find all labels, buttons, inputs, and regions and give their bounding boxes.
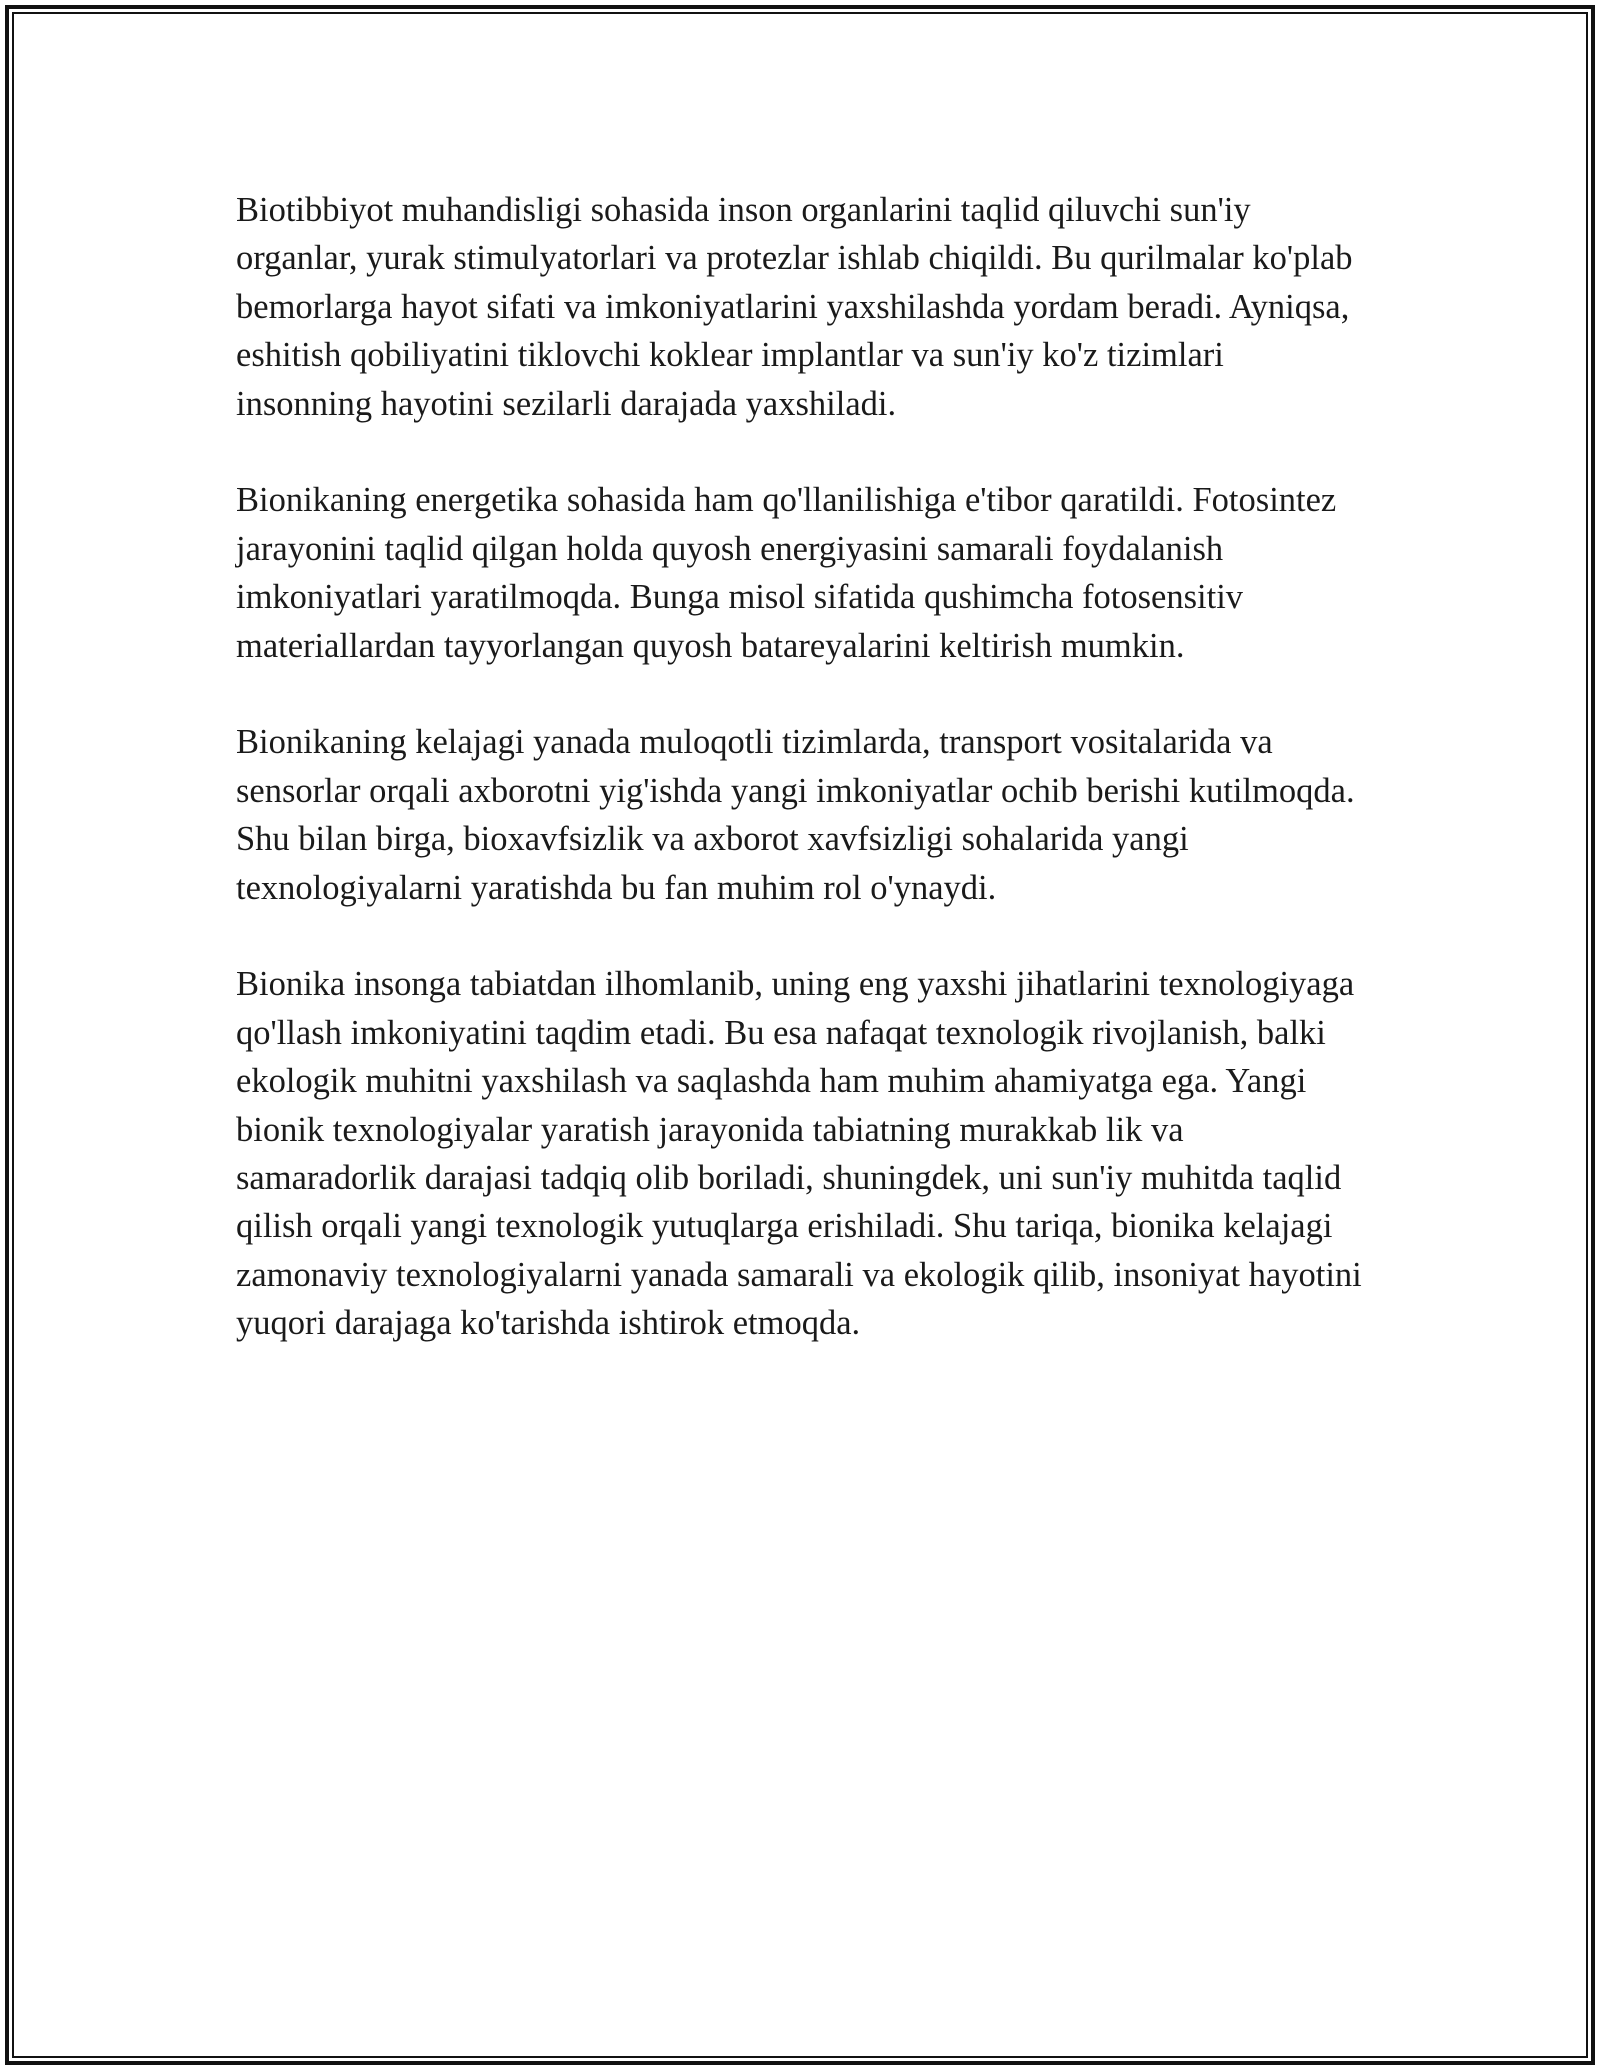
paragraph-4: Bionika insonga tabiatdan ilhomlanib, uning eng yaxshi jihatlarini texnologiyaga qo'llash imkoniyatini taqdim etadi. Bu esa nafaqat texnologik rivojlanish, balki ekologik muhitni yaxshilash va saqlashda ham muhim ahamiyatga ega. Yangi bionik texnologiyalar yaratish jarayonida tabiatning murakkab lik va samaradorlik darajasi tadqiq olib boriladi, shuningdek, uni sun'iy muhitda taqlid qilish orqali yangi texnologik yutuqlarga erishiladi. Shu tariqa, bionika kelajagi zamonaviy texnologiyalarni yanada samarali va ekologik qilib, insoniyat hayotini yuqori darajaga ko'tarishda ishtirok etmoqda. — [236, 965, 1362, 1343]
paragraph-2: Bionikaning energetika sohasida ham qo'llanilishiga e'tibor qaratildi. Fotosintez jarayonini taqlid qilgan holda quyosh energiyasini samarali foydalanish imkoniyatlari yaratilmoqda. Bunga misol sifatida qushimcha fotosensitiv materiallardan tayyorlangan quyosh batareyalarini keltirish mumkin. — [236, 481, 1337, 665]
document-body — [236, 186, 1366, 1396]
paragraph-1: Biotibbiyot muhandisligi sohasida inson organlarini taqlid qiluvchi sun'iy organlar, yurak stimulyatorlari va protezlar ishlab chiqildi. Bu qurilmalar ko'plab bemorlarga hayot sifati va imkoniyatlarini yaxshilashda yordam beradi. Ayniqsa, eshitish qobiliyatini tiklovchi koklear implantlar va sun'iy ko'z tizimlari insonning hayotini sezilarli darajada yaxshiladi. — [236, 191, 1353, 423]
paragraph-3: Bionikaning kelajagi yanada muloqotli tizimlarda, transport vositalarida va sensorlar orqali axborotni yig'ishda yangi imkoniyatlar ochib berishi kutilmoqda. Shu bilan birga, bioxavfsizlik va axborot xavfsizligi sohalarida yangi texnologiyalarni yaratishda bu fan muhim rol o'ynaydi. — [236, 723, 1355, 907]
